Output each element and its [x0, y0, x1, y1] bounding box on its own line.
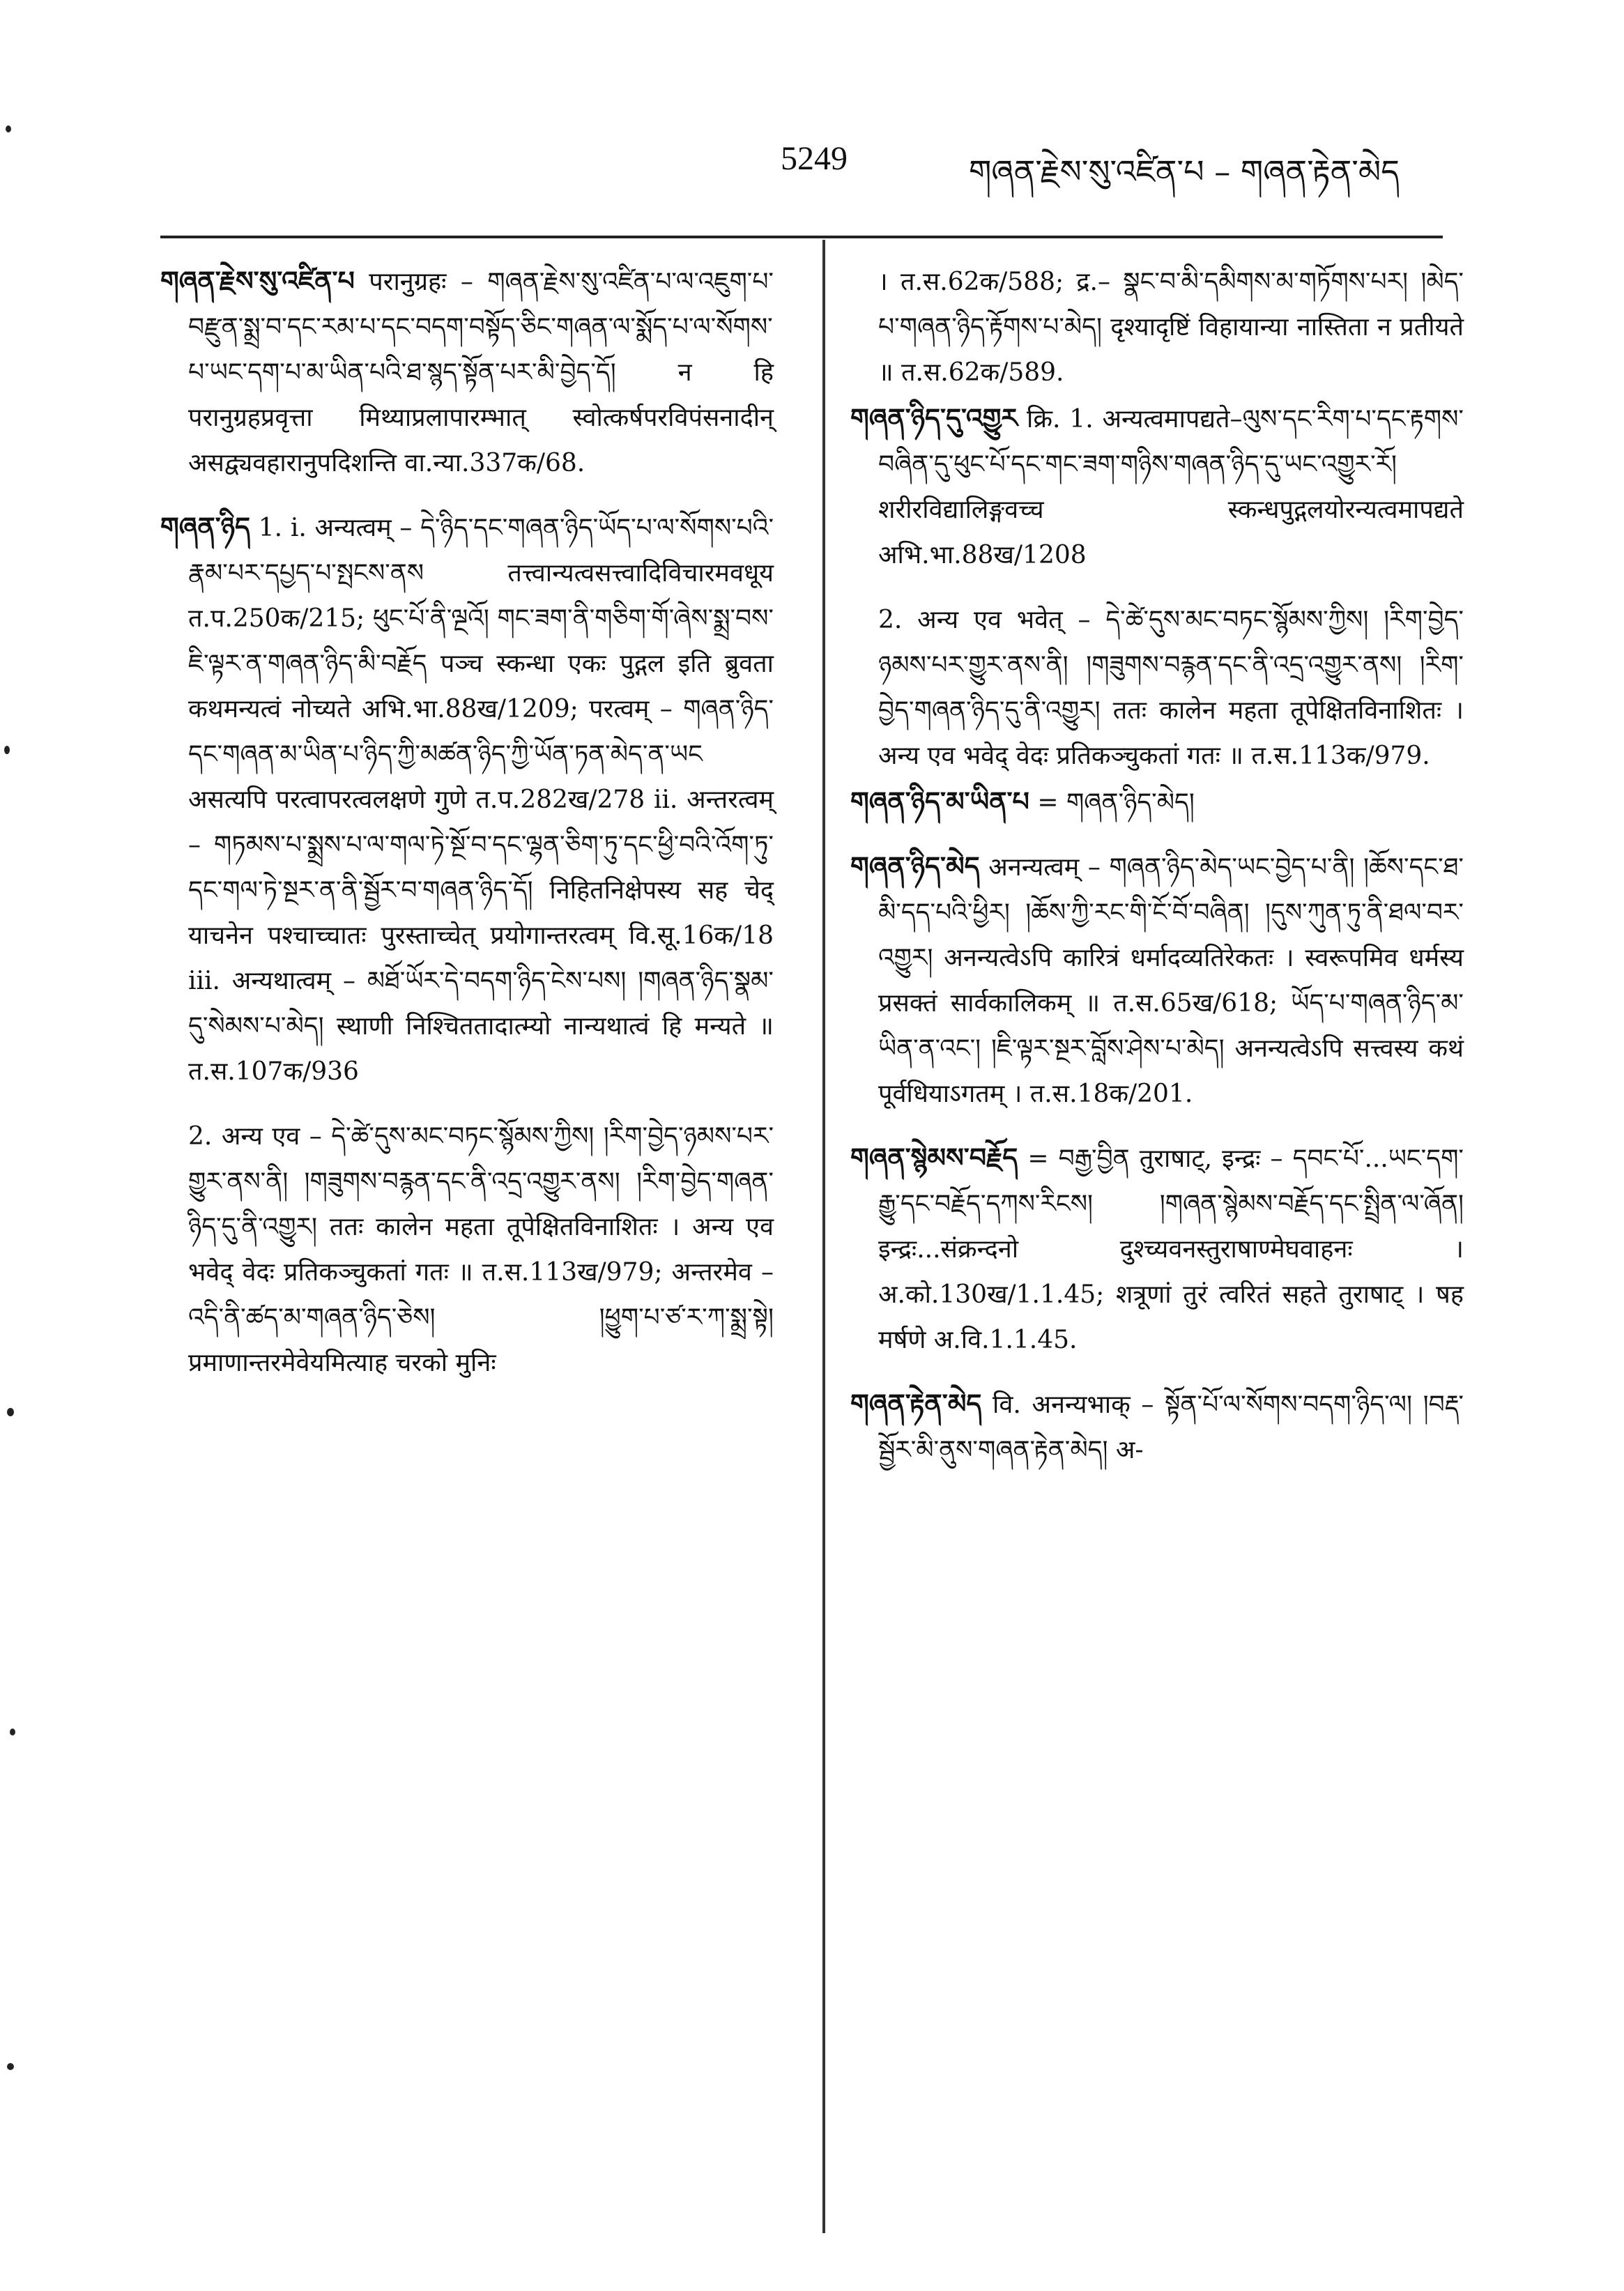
- entry-text: परानुग्रहः – གཞན་རྗེས་སུ་འཛིན་པ་ལ་འཇུག་པ་བརྫུན་སྨྲ་བ་དང་རམ་པ་དང་བདག་བསྟོད་ཅིང་གཞན་ལ་སྨོད་པ་ལ་སོགས་པ་ཡང་དག་པ་མ་ཡིན་པའི་ཐ་སྙད་སྟོན་པར་མི་བྱེད་དོ། न हि परानुग्रहप्रवृत्ता मिथ्याप्रलापारम्भात् स्वोत्कर्षपरविपंसनादीन् असद्व्यवहारानुपदिशन्ति वा.न्या.337क/68.: [188, 268, 774, 477]
- entry-text: 1. i. अन्यत्वम् – དེ་ཉིད་དང་གཞན་ཉིད་ཡོད་པ་ལ་སོགས་པའི་རྣམ་པར་དཔྱད་པ་སྤངས་ནས तत्त्वान्यत्वसत्त्वादिविचारमवधूय त.प.250क/215; ཕུང་པོ་ནི་ལྔའོ། གང་ཟག་ནི་གཅིག་གོ་ཞེས་སྨྲ་བས་ཇི་ལྟར་ན་གཞན་ཉིད་མི་བརྗོད पञ्च स्कन्धा एकः पुद्गल इति ब्रुवता कथमन्यत्वं नोच्यते अभि.भा.88ख/1209; परत्वम् – གཞན་ཉིད་དང་གཞན་མ་ཡིན་པ་ཉིད་ཀྱི་མཚན་ཉིད་ཀྱི་ཡོན་ཏན་མེད་ན་ཡང असत्यपि परत्वापरत्वलक्षणे गुणे त.प.282ख/278 ii. अन्तरत्वम् – གཏམས་པ་སྨྲས་པ་ལ་གལ་ཏེ་སྔོ་བ་དང་ལྷན་ཅིག་ཏུ་དང་ཕྱི་བའི་འོག་ཏུ་དང་གལ་ཏེ་སྔར་ན་ནི་སྦྱོར་བ་གཞན་ཉིད་དོ། निहितनिक्षेपस्य सह चेद् याचनेन पश्चाच्चातः पुरस्ताच्चेत् प्रयोगान्तरत्वम् वि.सू.16क/18 iii. अन्यथात्वम् – མཐོ་ཡོར་དེ་བདག་ཉིད་ངེས་པས། །གཞན་ཉིད་སྣམ་དུ་སེམས་པ་མེད། स्थाणी निश्चिततादात्म्यो नान्यथात्वं हि मन्यते ॥ त.स.107क/936: [188, 514, 774, 1086]
- dictionary-entry: [850, 843, 1464, 1117]
- scan-speck: [10, 1729, 15, 1736]
- dictionary-entry: [850, 1381, 1464, 1473]
- entry-headword: གཞན་རྟེན་མེད: [850, 1388, 982, 1419]
- entry-text: । त.स.62क/588; द्र.– སྣང་བ་མི་དམིགས་མ་གཏོགས་པར། །མེད་པ་གཞན་ཉིད་རྟོགས་པ་མེད། दृश्यादृष्टिं विहायान्या नास्तिता न प्रतीयते ॥ त.स.62क/589.: [878, 268, 1464, 387]
- entry-text: = བརྒྱ་བྱིན तुराषाट्, इन्द्रः – དབང་པོ་...ཡང་དག་རྒྱུ་དང་བརྗོད་དཀས་རིངས། །གཞན་སྙེམས་བརྗོད་དང་སྤྲིན་ལ་ཞོན། इन्द्रः...संक्रन्दनो दुश्च्यवनस्तुराषाण्मेघवाहनः । अ.को.130ख/1.1.45; शत्रूणां तुरं त्वरितं सहते तुराषाट् । षह मर्षणे अ.वि.1.1.45.: [878, 1144, 1464, 1354]
- entry-headword: གཞན་ཉིད་མེད: [850, 850, 980, 882]
- entry-headword: གཞན་ཉིད་དུ་འགྱུར: [850, 402, 1018, 434]
- entry-headword: གཞན་རྗེས་སུ་འཛིན་པ: [160, 265, 355, 296]
- entry-text: वि. अनन्यभाक् – སྟོན་པོ་ལ་སོགས་བདག་ཉིད་ལ། །བརྡ་སྦྱོར་མི་ནུས་གཞན་རྟེན་མེད། अ-: [878, 1390, 1464, 1464]
- dictionary-entry: [850, 779, 1464, 825]
- scan-speck: [6, 125, 11, 132]
- right-column: [850, 258, 1464, 1491]
- dictionary-entry: [850, 1135, 1464, 1363]
- page-header: [0, 0, 1624, 237]
- dictionary-entry: [160, 504, 774, 1094]
- page-number: 5249: [781, 140, 848, 177]
- entry-headword: གཞན་ཉིད་མ་ཡིན་པ: [850, 786, 1029, 817]
- running-head: གཞན་རྗེས་སུ་འཛིན་པ – གཞན་རྟེན་མེད: [969, 153, 1400, 190]
- header-rule: [160, 236, 1443, 238]
- scan-speck: [4, 746, 10, 754]
- dictionary-entry-continuation: [160, 1112, 774, 1386]
- entry-text: 2. अन्य एव – དེ་ཚེ་དུས་མང་བཏང་སྙོམས་ཀྱིས། །རིག་བྱེད་ཉམས་པར་གྱུར་ནས་ནི། །གཟུགས་བརྙན་དང་ནི་འདྲ་འགྱུར་ནས། །རིག་བྱེད་གཞན་ཉིད་དུ་ནི་འགྱུར། ततः कालेन महता तूपेक्षितविनाशितः । अन्य एव भवेद् वेदः प्रतिकञ्चुकतां गतः ॥ त.स.113ख/979; अन्तरमेव – འདི་ནི་ཚད་མ་གཞན་ཉིད་ཅེས། །ཕྱུག་པ་ཙ་ར་ཀ་སྨྲ་སྟེ། प्रमाणान्तरमेवेयमित्याह चरको मुनिः: [188, 1122, 774, 1377]
- dictionary-entry-continuation: [850, 596, 1464, 779]
- left-column: [160, 258, 774, 1386]
- entry-text: = གཞན་ཉིད་མེད།: [1037, 788, 1195, 817]
- entry-headword: གཞན་ཉིད: [160, 511, 251, 542]
- entry-text: 2. अन्य एव भवेत् – དེ་ཚེ་དུས་མང་བཏང་སྙོམས་ཀྱིས། །རིག་བྱེད་ཉམས་པར་གྱུར་ནས་ནི། །གཟུགས་བརྙན་དང་ནི་འདྲ་འགྱུར་ནས། །རིག་བྱེད་གཞན་ཉིད་དུ་ནི་འགྱུར། ततः कालेन महता तूपेक्षितविनाशितः । अन्य एव भवेद् वेदः प्रतिकञ्चुकतां गतः ॥ त.स.113क/979.: [878, 606, 1464, 770]
- dictionary-entry-continuation: [850, 258, 1464, 395]
- column-divider: [822, 240, 825, 2233]
- scan-speck: [7, 2063, 14, 2070]
- entry-headword: གཞན་སྙེམས་བརྗོད: [850, 1142, 1018, 1173]
- dictionary-entry: [160, 258, 774, 486]
- entry-text: क्रि. 1. अन्यत्वमापद्यते–ལུས་དང་རིག་པ་དང་རྟགས་བཞིན་དུ་ཕུང་པོ་དང་གང་ཟག་གཉིས་གཞན་ཉིད་དུ་ཡང་འགྱུར་རོ། शरीरविद्यालिङ्गवच्च स्कन्धपुद्गलयोरन्यत्वमापद्यते अभि.भा.88ख/1208: [878, 405, 1464, 569]
- dictionary-entry: [850, 395, 1464, 578]
- entry-text: अनन्यत्वम् – གཞན་ཉིད་མེད་ཡང་བྱེད་པ་ནི། །ཆོས་དང་ཐ་མི་དད་པའི་ཕྱིར། །ཆོས་ཀྱི་རང་གི་ངོ་བོ་བཞིན། །དུས་ཀུན་ཏུ་ནི་ཐལ་བར་འགྱུར། अनन्यत्वेऽपि कारित्रं धर्मादव्यतिरेकतः । स्वरूपमिव धर्मस्य प्रसक्तं सार्वकालिकम् ॥ त.स.65ख/618; ཡོད་པ་གཞན་ཉིད་མ་ཡིན་ན་འང་། །ཇི་ལྟར་སྔར་བློས་ཤེས་པ་མེད། अनन्यत्वेऽपि सत्त्वस्य कथं पूर्वधियाऽगतम् । त.स.18क/201.: [878, 853, 1464, 1108]
- scan-speck: [7, 1408, 14, 1416]
